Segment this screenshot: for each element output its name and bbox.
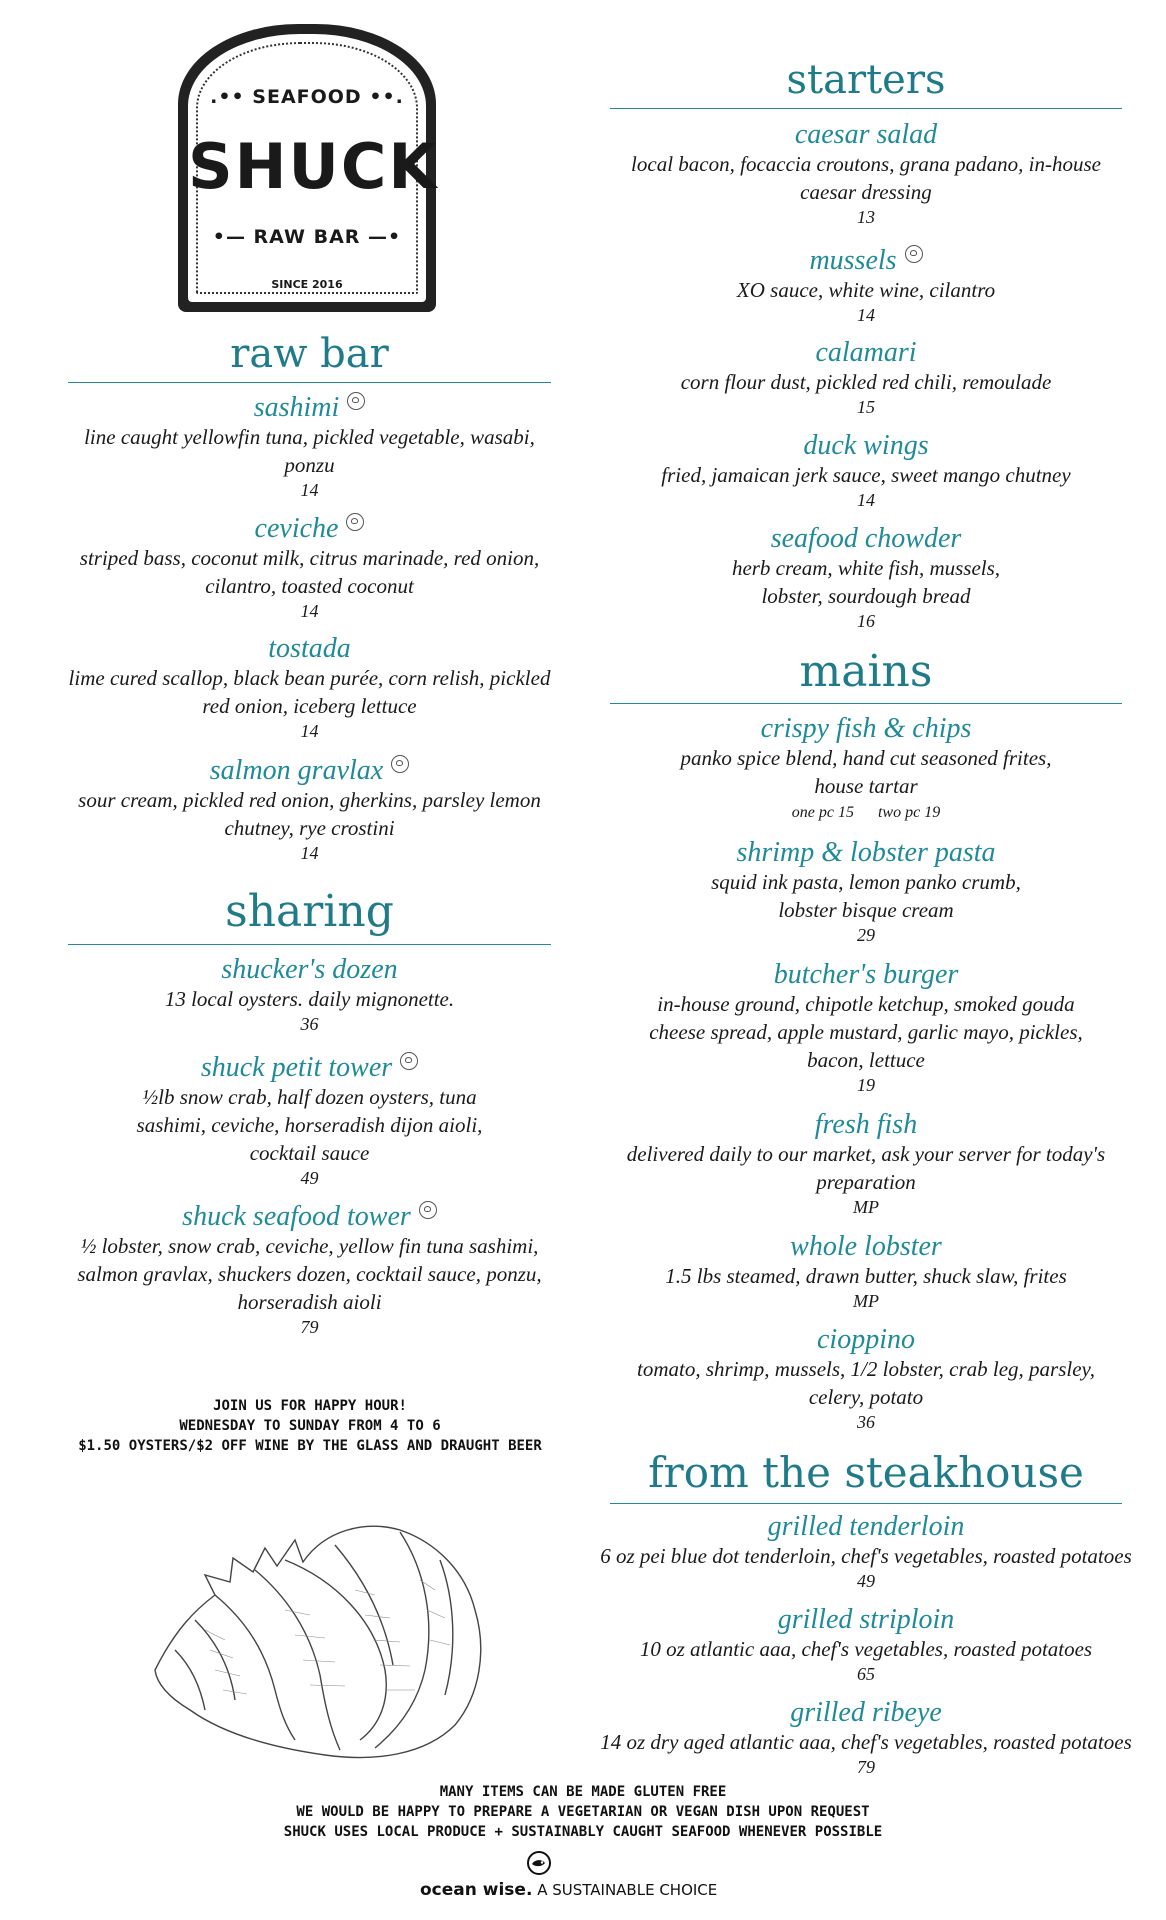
item-name: fresh fish: [814, 1109, 918, 1140]
menu-item-caesar-salad: [610, 120, 1122, 228]
item-description: fried, jamaican jerk sauce, sweet mango chutney: [661, 463, 1071, 487]
menu-item-tostada: [68, 634, 551, 742]
section-divider: [68, 382, 551, 383]
ocean-wise-icon: [391, 755, 409, 773]
item-description: 13 local oysters. daily mignonette.: [164, 987, 455, 1011]
menu-item-duck-wings: [610, 431, 1122, 511]
item-description: squid ink pasta, lemon panko crumb, lobster bisque cream: [711, 870, 1021, 922]
item-price: 14: [300, 480, 319, 500]
menu-item-cioppino: [610, 1325, 1122, 1433]
section-divider: [610, 703, 1122, 704]
item-name: duck wings: [803, 430, 929, 461]
footer-notes: [160, 1782, 1006, 1842]
ocean-wise-icon: [346, 513, 364, 531]
item-price: MP: [853, 1291, 879, 1311]
item-name: sashimi: [253, 392, 340, 423]
item-price: [610, 800, 1122, 824]
ocean-wise-fish-icon: [526, 1850, 552, 1876]
item-price: 14: [300, 601, 319, 621]
section-title-starters: starters: [786, 57, 946, 103]
item-description: sour cream, pickled red onion, gherkins, parsley lemon chutney, rye crostini: [78, 788, 541, 840]
menu-item-grilled-tenderloin: [580, 1512, 1152, 1592]
item-description: XO sauce, white wine, cilantro: [736, 278, 996, 302]
item-price: 49: [857, 1571, 875, 1591]
ocean-wise-logo-text: ocean wise.: [420, 1880, 533, 1900]
logo-name: SHUCK: [188, 130, 439, 203]
item-name: grilled tenderloin: [767, 1511, 965, 1542]
item-name: shuck petit tower: [200, 1052, 393, 1083]
item-name: tostada: [268, 633, 351, 664]
menu-item-salmon-gravlax: [68, 755, 551, 864]
footer-line: SHUCK USES LOCAL PRODUCE + SUSTAINABLY CAUGHT SEAFOOD WHENEVER POSSIBLE: [283, 1824, 883, 1840]
item-description: delivered daily to our market, ask your server for today's preparation: [626, 1142, 1106, 1194]
item-price: 14: [857, 305, 875, 325]
item-description: 6 oz pei blue dot tenderloin, chef's vegetables, roasted potatoes: [600, 1544, 1132, 1568]
item-price: 19: [857, 1075, 875, 1095]
section-title-sharing: sharing: [225, 886, 394, 937]
menu-item-whole-lobster: [610, 1232, 1122, 1312]
item-price: 13: [857, 207, 875, 227]
item-description: herb cream, white fish, mussels, lobster, sourdough bread: [731, 556, 1001, 608]
price-one-piece: one pc 15: [791, 804, 854, 821]
item-price: 36: [857, 1412, 875, 1432]
section-title-mains: mains: [799, 646, 933, 697]
shuck-logo: [178, 24, 439, 312]
item-name: ceviche: [254, 513, 339, 544]
happy-hour-line: $1.50 OYSTERS/$2 OFF WINE BY THE GLASS AND DRAUGHT BEER: [78, 1438, 542, 1454]
item-description: corn flour dust, pickled red chili, remoulade: [680, 370, 1052, 394]
price-two-piece: two pc 19: [877, 804, 941, 821]
item-price: 65: [857, 1664, 875, 1684]
item-price: 36: [300, 1014, 319, 1034]
item-description: ½ lobster, snow crab, ceviche, yellow fin tuna sashimi, salmon gravlax, shuckers dozen, cocktail sauce, ponzu, horseradish aioli: [77, 1234, 542, 1314]
footer-line: WE WOULD BE HAPPY TO PREPARE A VEGETARIAN OR VEGAN DISH UPON REQUEST: [296, 1804, 870, 1820]
menu-item-mussels: [610, 245, 1122, 326]
item-name: calamari: [815, 337, 917, 368]
item-description: line caught yellowfin tuna, pickled vegetable, wasabi, ponzu: [84, 425, 535, 477]
item-price: 16: [857, 611, 875, 631]
item-price: 79: [857, 1757, 875, 1777]
item-price: 14: [300, 843, 319, 863]
ocean-wise-icon: [905, 245, 923, 263]
menu-item-fresh-fish: [610, 1110, 1122, 1218]
item-description: 14 oz dry aged atlantic aaa, chef's vegetables, roasted potatoes: [600, 1730, 1132, 1754]
section-divider: [610, 108, 1122, 109]
item-description: striped bass, coconut milk, citrus marinade, red onion, cilantro, toasted coconut: [79, 546, 540, 598]
logo-raw-bar-text: •— RAW BAR —•: [212, 226, 402, 248]
footer-line: MANY ITEMS CAN BE MADE GLUTEN FREE: [439, 1784, 727, 1800]
item-price: 14: [300, 721, 319, 741]
item-name: shrimp & lobster pasta: [736, 837, 996, 868]
item-name: salmon gravlax: [209, 755, 384, 786]
item-price: 79: [300, 1317, 319, 1337]
ocean-wise-brand: [420, 1880, 717, 1900]
menu-item-shrimp-lobster-pasta: [610, 838, 1122, 946]
menu-item-ceviche: [68, 513, 551, 622]
item-name: crispy fish & chips: [760, 713, 972, 744]
item-description: 1.5 lbs steamed, drawn butter, shuck slaw, frites: [665, 1264, 1067, 1288]
item-price: MP: [853, 1197, 879, 1217]
item-description: lime cured scallop, black bean purée, corn relish, pickled red onion, iceberg lettuce: [68, 666, 551, 718]
item-description: in-house ground, chipotle ketchup, smoked gouda cheese spread, apple mustard, garlic mayo, pickles, bacon, lettuce: [649, 992, 1083, 1072]
ocean-wise-icon: [347, 392, 365, 410]
section-divider: [68, 944, 551, 945]
menu-item-shuckers-dozen: [68, 955, 551, 1035]
item-name: grilled ribeye: [790, 1697, 942, 1728]
happy-hour-line: WEDNESDAY TO SUNDAY FROM 4 TO 6: [179, 1418, 441, 1434]
ocean-wise-icon: [400, 1052, 418, 1070]
logo-seafood-text: .•• SEAFOOD ••.: [210, 86, 404, 108]
item-description: 10 oz atlantic aaa, chef's vegetables, roasted potatoes: [639, 1637, 1093, 1661]
logo-since-text: SINCE 2016: [271, 278, 343, 291]
item-name: caesar salad: [794, 119, 938, 150]
conch-shell-illustration: [135, 1500, 495, 1770]
item-name: cioppino: [817, 1324, 915, 1355]
menu-item-grilled-striploin: [610, 1605, 1122, 1685]
item-description: panko spice blend, hand cut seasoned frites, house tartar: [680, 746, 1052, 798]
item-description: local bacon, focaccia croutons, grana padano, in-house caesar dressing: [631, 152, 1101, 204]
item-name: butcher's burger: [773, 959, 959, 990]
menu-item-fish-and-chips: [610, 714, 1122, 824]
menu-item-butchers-burger: [610, 960, 1122, 1096]
item-price: 49: [300, 1168, 319, 1188]
happy-hour-line: JOIN US FOR HAPPY HOUR!: [213, 1398, 407, 1414]
item-name: whole lobster: [790, 1231, 942, 1262]
menu-item-grilled-ribeye: [580, 1698, 1152, 1778]
item-name: mussels: [809, 245, 897, 276]
item-price: 15: [857, 397, 875, 417]
menu-item-seafood-chowder: [610, 524, 1122, 632]
item-description: ½lb snow crab, half dozen oysters, tuna sashimi, ceviche, horseradish dijon aioli, cocktail sauce: [136, 1085, 483, 1165]
menu-item-sashimi: [68, 392, 551, 501]
ocean-wise-tagline: A SUSTAINABLE CHOICE: [537, 1881, 718, 1899]
item-name: shuck seafood tower: [182, 1201, 411, 1232]
happy-hour-note: [30, 1396, 590, 1456]
item-name: shucker's dozen: [221, 954, 398, 985]
menu-item-shuck-petit-tower: [68, 1052, 551, 1189]
section-divider: [610, 1503, 1122, 1504]
menu-item-calamari: [610, 338, 1122, 418]
item-price: 14: [857, 490, 875, 510]
item-name: grilled striploin: [777, 1604, 955, 1635]
section-title-steakhouse: from the steakhouse: [648, 1448, 1084, 1497]
ocean-wise-icon: [419, 1201, 437, 1219]
item-description: tomato, shrimp, mussels, 1/2 lobster, crab leg, parsley, celery, potato: [637, 1357, 1095, 1409]
menu-item-shuck-seafood-tower: [68, 1201, 551, 1338]
item-name: seafood chowder: [770, 523, 962, 554]
section-title-raw-bar: raw bar: [230, 331, 389, 377]
item-price: 29: [857, 925, 875, 945]
